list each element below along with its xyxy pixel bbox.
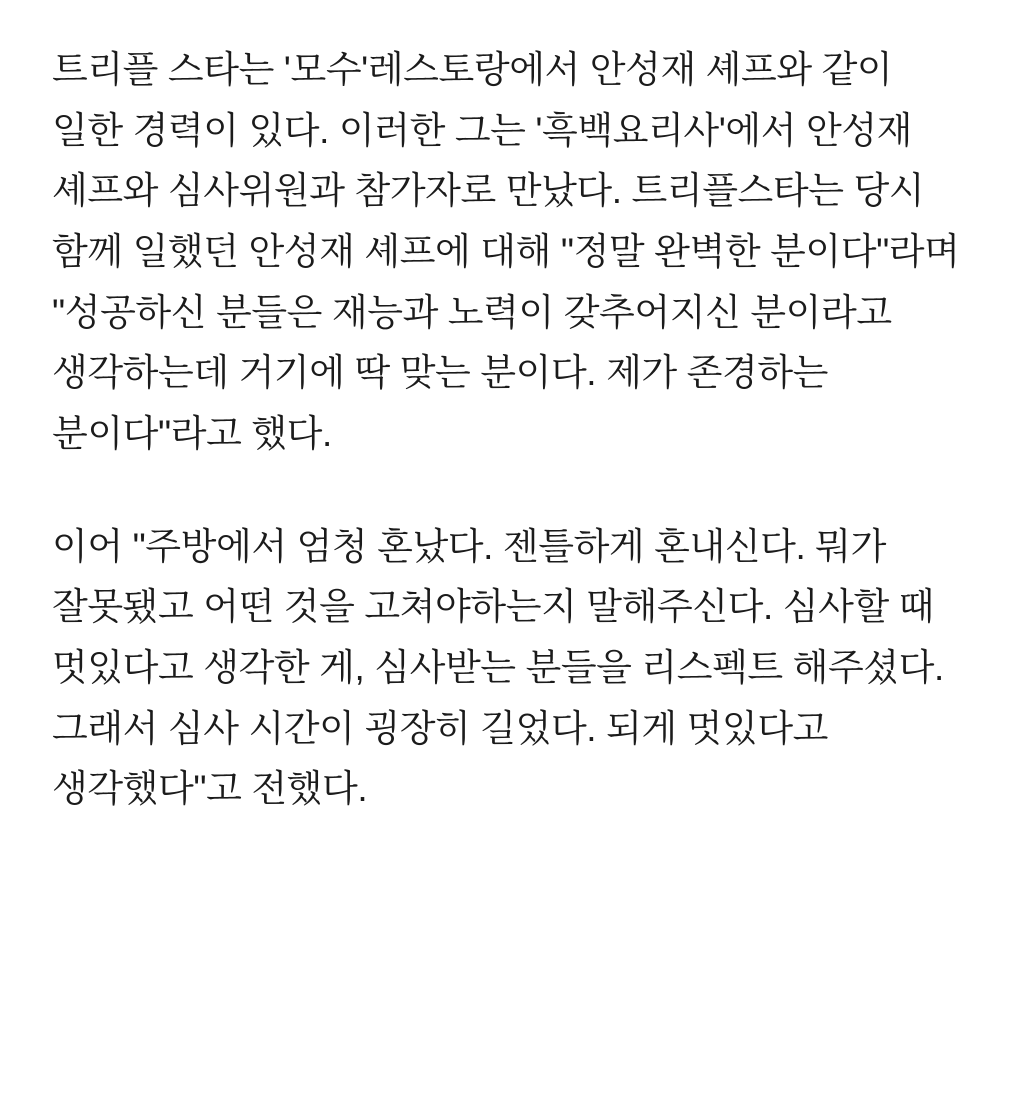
article-paragraph: 트리플 스타는 '모수'레스토랑에서 안성재 셰프와 같이 일한 경력이 있다. 이러한 그는 '흑백요리사'에서 안성재 셰프와 심사위원과 참가자로 만났다. 트리플스타는 당시 함께 일했던 안성재 셰프에 대해 "정말 완벽한 분이다"라며 "성공하신 분들은 재능과 노력이 갖추어지신 분이라고 생각하는데 거기에 딱 맞는 분이다. 제가 존경하는 분이다"라고 했다. — [52, 49, 960, 455]
article-paragraph: 이어 "주방에서 엄청 혼났다. 젠틀하게 혼내신다. 뭐가 잘못됐고 어떤 것을 고쳐야하는지 말해주신다. 심사할 때 멋있다고 생각한 게, 심사받는 분들을 리스펙트 해주셨다. 그래서 심사 시간이 굉장히 길었다. 되게 멋있다고 생각했다"고 전했다. — [52, 525, 944, 810]
